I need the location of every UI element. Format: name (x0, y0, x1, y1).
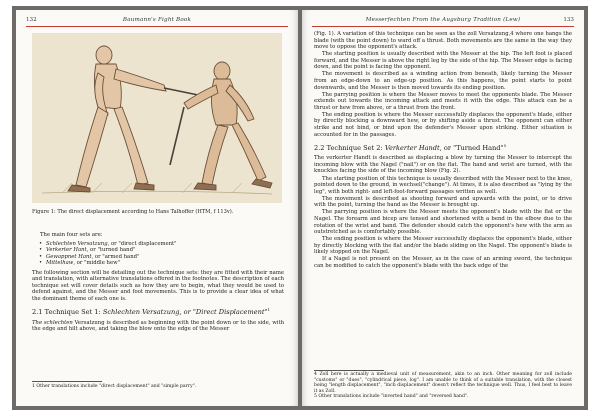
list-item: • Mittelhaw, or "middle hew" (46, 260, 284, 267)
footnote: 4 Zoll here is actually a medieval unit of measurement, akin to an inch. Other meaning for zoll include "customs" or "dues", "cylindrical piece, log". I am unable to think of a suitable translation, with the closest being "length displacement", "inch displacement" doesn't reflect the technique well. Thus, I feel best to leave it as Zoll. (314, 372, 572, 394)
paragraph: The verkerter Handt is described as displacing a blow by turning the Messer to intercept the incoming blow with the Nagel ("nail") or on the flat. The hand and wrist are turned, with the knuckles facing the side of the incoming blow (Fig. 2). (314, 155, 572, 175)
left-body-text (32, 232, 284, 333)
paragraph: The parrying position is where the Messer meets the opponent's blade with the flat or the Nagel. The forearm and bicep are tensed and shortened with a bend in the elbow due to the rotation of the wrist and hand. The defender should catch the opponent's hew with the arm as outstretched as is comfortably possible. (314, 209, 572, 236)
section-heading-2-2: 2.2 Technique Set 2: Verkerter Handt, or "Turned Hand"$^5$ (314, 143, 507, 153)
paragraph: The parrying position is where the Messer moves to meet the opponents blade. The Messer extends out towards the incoming attack and meets it with the edge. This attack can be a thrust or hew from above, or a thrust from the front. (314, 91, 572, 111)
left-page (16, 10, 298, 406)
paragraph: The movement is described as shooting forward and upwards with the point, or to drive with the point, turning the hand as the Messer is brought up. (314, 195, 572, 209)
left-footnote-rule (32, 381, 102, 382)
left-running-head: Baumann's Fight Book (122, 17, 192, 23)
paragraph: The ending position is where the Messer successfully displaces the opponent's blade, either by directly blocking with the flat and/or the blade sliding on the Nagel. The opponent's blade is likely stopped on the Nagel. (314, 236, 572, 256)
paragraph: The movement is described as a winding action from beneath, likely turning the Messer from an edge-down to an edge-up position. As this happens, the point starts to point downwards, and the Messer is then moved towards its ending position. (314, 71, 572, 91)
section-heading-2-1: 2.1 Technique Set 1: Schlechten Versatzung, or "Direct Displacement"$^1$ (32, 307, 271, 317)
right-page (302, 10, 584, 406)
paragraph: The starting position is usually described with the Messer at the hip. The left foot is placed forward, and the Messer is above the right leg by the side of the hip. The Messer edge is facing down, and the point is facing the opponent. (314, 51, 572, 71)
right-running-head: Messerfechten From the Augsburg Tradition (Lew) (365, 17, 521, 23)
footnote: 5 Other translations include "inverted hand" and "reversed hand". (314, 394, 469, 400)
technique-list (32, 241, 284, 267)
right-header-rule (312, 26, 574, 27)
right-footnotes (314, 372, 572, 400)
right-page-number: 133 (563, 17, 574, 23)
left-page-number: 132 (26, 17, 37, 23)
right-footnote-rule (314, 370, 384, 371)
paragraph: The starting position of this technique is usually described with the Messer next to the knee, pointed down to the ground, in wechsel("change"). At times, it is also described as "lying by the leg", with both right- and left-foot-forward passages written as well. (314, 175, 572, 195)
fencing-illustration (32, 33, 282, 203)
right-body-text (314, 31, 572, 270)
fencers-drawing (32, 33, 282, 203)
paragraph: If a Nagel is not present on the Messer, as in the case of an arming sword, the technique can be modified to catch the opponent's blade with the back edge of the (314, 256, 572, 270)
list-item: • Verkerter Hant, or "turned hand" (46, 247, 284, 254)
following-paragraph: The following section will be detailing out the technique sets: they are fitted with their name and translation, with alternative translations offered in the footnotes. The description of each technique set will cover details such as how they are to begin, what they would be used to defend against, and the Messer and foot movements. This is to provide a clear idea of what the dominant theme of each one is. (32, 269, 284, 302)
section-2-1-paragraph: The schlechten Versatzung is described as beginning with the point down or to the side, with the edge and hilt above, and taking the blow onto the edge of the Messer (32, 319, 284, 333)
paragraph: (Fig. 1). A variation of this technique can be seen as the zoll Versatzung,4 where one hangs the blade (with the point down) to ward off a thrust. Both movements are the same in the way they move to oppose the opponent's attack. (314, 31, 572, 51)
book-spread (12, 6, 588, 410)
intro-paragraph: The main four sets are: (40, 232, 103, 238)
paragraph: The ending position is where the Messer successfully displaces the opponent's blade, either by directly blocking a downward hew, or by shifting aside a thrust. The opponent can either strike and not bind, or bind upon the defender's Messer upon striking. Either situation is accounted for in the passages. (314, 111, 572, 138)
list-item: • Schlechten Versatzung, or "direct displacement" (46, 241, 284, 248)
left-header-rule (26, 26, 288, 27)
left-footnote: 1 Other translations include "direct displacement" and "simple parry". (32, 384, 197, 389)
list-item: • Gewappnet Hant, or "armed hand" (46, 254, 284, 261)
figure-caption: Figure 1: The direct displacement according to Hans Talhoffer (HTM, f 113v). (32, 209, 234, 215)
